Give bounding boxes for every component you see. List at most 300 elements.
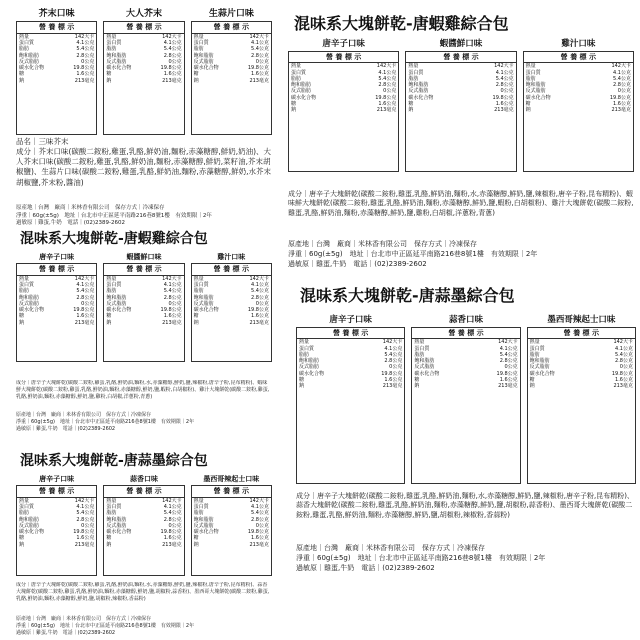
flavor-title: 雞汁口味 <box>217 253 246 261</box>
nutrient-name: 熱量 <box>106 33 117 40</box>
nutrient-value: 5.4公克 <box>76 288 95 295</box>
nutrient-value: 1.6公克 <box>251 71 269 78</box>
nutrient-name: 蛋白質 <box>106 504 122 510</box>
nutrient-name: 脂肪 <box>106 288 117 295</box>
info-line: 過敏原｜雞蛋,牛奶 電話｜(02)2389-2602 <box>16 220 126 227</box>
nutrient-name: 碳水化合物 <box>525 94 551 101</box>
nutrient-name: 反式脂肪 <box>299 364 320 371</box>
nutrient-name: 蛋白質 <box>408 69 424 76</box>
nutrition-rows <box>192 276 271 326</box>
nutrition-rows <box>524 63 633 113</box>
nutrition-rows <box>104 498 183 548</box>
nutrient-name: 糖 <box>193 71 199 78</box>
nutrition-rows <box>528 339 635 389</box>
nutrient-value: 5.4公克 <box>251 510 269 517</box>
nutrient-value: 0公克 <box>255 522 269 529</box>
flavor-title: 唐辛子口味 <box>39 475 75 483</box>
ingredients-text: 成分｜唐辛子大塊餅乾(碳酸二銨粉,雞蛋,乳酪,鮮奶油,麵粉,水,赤藻糖醇,鮮奶,鹽,辣椒粉,唐辛子粉,昆布精粉)、蝦味鮮大塊餅乾(碳酸二銨粉,雞蛋,乳酪,鮮奶油,麵粉,赤藻糖醇,鮮奶,鹽,蝦粉,白胡椒粉)、雞汁大塊餅乾(碳酸二銨粉,雞蛋,乳酪,鮮奶油,麵粉,赤藻糖醇,鮮奶,鹽,雞粉,白胡椒,洋蔥粉,青蔥) <box>16 380 270 400</box>
nutrition-header: 營 養 標 示 <box>104 264 183 276</box>
nutrient-value: 0公克 <box>168 300 182 307</box>
nutrient-name: 碳水化合物 <box>106 529 132 535</box>
nutrient-name: 鈉 <box>291 107 297 113</box>
nutrition-header: 營 養 標 示 <box>104 22 183 34</box>
nutrient-value: 4.1公克 <box>495 69 514 76</box>
info-line: 原產地｜台灣 廠商｜米林香有限公司 保存方式｜冷凍保存 <box>16 616 152 622</box>
product-info <box>288 240 634 269</box>
nutrient-value: 4.1公克 <box>499 345 518 352</box>
nutrient-value: 4.1公克 <box>613 69 631 76</box>
card-tang-garlic-mexican-large <box>296 286 636 572</box>
nutrient-value: 213毫克 <box>494 107 514 113</box>
nutrient-name: 蛋白質 <box>19 40 35 46</box>
nutrition-row <box>17 320 96 326</box>
nutrient-name: 熱量 <box>291 63 302 70</box>
nutrient-value: 142大卡 <box>613 339 633 346</box>
card-tang-shrimp-chicken-large <box>288 12 634 272</box>
nutrient-value: 5.4公克 <box>76 510 95 517</box>
nutrient-name: 碳水化合物 <box>19 529 45 535</box>
nutrient-name: 飽和脂肪 <box>19 294 40 301</box>
nutrient-value: 5.4公克 <box>615 351 633 358</box>
nutrient-value: 4.1公克 <box>76 282 95 288</box>
nutrient-value: 1.6公克 <box>384 376 403 383</box>
nutrition-table <box>405 51 516 173</box>
pack-title: 混味系大塊餅乾-唐蒜墨綜合包 <box>20 453 208 469</box>
flavor-title: 蝦醬鮮口味 <box>126 253 162 261</box>
nutrient-value: 2.8公克 <box>615 358 633 364</box>
nutrition-table <box>411 327 520 485</box>
nutrient-name: 碳水化合物 <box>291 94 317 101</box>
nutrient-value: 142大卡 <box>74 33 95 40</box>
nutrient-name: 飽和脂肪 <box>106 294 127 301</box>
nutrient-name: 鈉 <box>193 541 199 548</box>
nutrition-row <box>104 320 183 326</box>
nutrient-value: 142大卡 <box>74 275 95 282</box>
nutrient-value: 2.8公克 <box>251 52 269 59</box>
nutrient-value: 4.1公克 <box>76 40 95 46</box>
nutrient-name: 鈉 <box>19 77 25 84</box>
nutrient-value: 0公克 <box>168 522 182 529</box>
nutrient-name: 飽和脂肪 <box>414 358 435 364</box>
nutrient-value: 19.8公克 <box>247 65 269 71</box>
flavor-title: 芥末口味 <box>38 9 75 19</box>
nutrition-header: 營 養 標 示 <box>289 52 398 64</box>
nutrient-value: 1.6公克 <box>613 100 631 107</box>
nutrient-name: 脂肪 <box>19 510 30 517</box>
nutrient-value: 213毫克 <box>249 541 269 548</box>
nutrient-value: 5.4公克 <box>499 351 518 358</box>
nutrient-name: 碳水化合物 <box>529 370 555 377</box>
nutrient-value: 1.6公克 <box>251 535 269 542</box>
nutrition-row <box>104 78 183 84</box>
nutrient-name: 蛋白質 <box>414 345 430 352</box>
nutrient-name: 反式脂肪 <box>529 364 550 371</box>
nutrient-name: 脂肪 <box>299 351 310 358</box>
flavor-title: 蒜香口味 <box>129 475 158 483</box>
nutrient-name: 糖 <box>193 535 199 542</box>
nutrition-table <box>288 51 399 173</box>
ingredients-text: 成分｜唐辛子大塊餅乾(碳酸二銨粉,雞蛋,乳酪,鮮奶油,麵粉,水,赤藻糖醇,鮮奶,鹽,辣椒粉,唐辛子粉,昆布精粉)、蒜香大塊餅乾(碳酸二銨粉,雞蛋,乳酪,鮮奶油,麵粉,赤藻糖醇,鮮奶,鹽,胡椒粉,蒜香粉)、墨西哥大塊餅乾(碳酸二銨粉,雞蛋,乳酪,鮮奶油,麵粉,赤藻糖醇,鮮奶,鹽,胡椒粉,辣椒粉,香蒜粉) <box>296 492 634 519</box>
product-info <box>16 412 272 433</box>
info-line: 原產地｜台灣 廠商｜米林香有限公司 保存方式｜冷凍保存 <box>16 412 152 418</box>
nutrition-header: 營 養 標 示 <box>17 486 96 498</box>
nutrition-rows <box>104 276 183 326</box>
nutrient-name: 熱量 <box>529 339 540 346</box>
nutrient-name: 蛋白質 <box>193 504 209 510</box>
nutrient-value: 213毫克 <box>162 541 182 548</box>
nutrient-name: 脂肪 <box>106 46 117 53</box>
info-line: 淨重｜60g(±5g) 地址｜台北市中正區延平南路216巷8號1樓 有效期限｜2年 <box>16 419 195 425</box>
nutrient-name: 鈉 <box>106 319 112 326</box>
nutrient-name: 蛋白質 <box>529 345 545 352</box>
nutrient-value: 142大卡 <box>74 497 95 504</box>
nutrient-name: 反式脂肪 <box>106 522 127 529</box>
nutrient-name: 碳水化合物 <box>299 370 325 377</box>
nutrient-name: 蛋白質 <box>19 504 35 510</box>
nutrient-value: 213毫克 <box>162 319 182 326</box>
nutrition-table <box>296 327 405 485</box>
nutrient-name: 反式脂肪 <box>408 88 429 95</box>
nutrient-value: 0公克 <box>255 300 269 307</box>
nutrient-value: 1.6公克 <box>499 376 518 383</box>
nutrient-value: 1.6公克 <box>163 71 182 78</box>
nutrient-value: 0公克 <box>504 364 518 371</box>
nutrient-value: 0公克 <box>617 88 631 95</box>
nutrient-value: 19.8公克 <box>247 307 269 313</box>
nutrient-value: 213毫克 <box>382 383 403 389</box>
nutrient-value: 213毫克 <box>249 77 269 84</box>
nutrition-row <box>17 542 96 548</box>
nutrient-value: 19.8公克 <box>73 529 95 535</box>
nutrition-rows <box>17 276 96 326</box>
nutrient-value: 4.1公克 <box>378 69 397 76</box>
nutrient-value: 213毫克 <box>74 319 95 326</box>
nutrient-value: 213毫克 <box>162 77 182 84</box>
nutrient-name: 飽和脂肪 <box>193 52 214 59</box>
info-line: 原產地｜台灣 廠商｜米林香有限公司 保存方式｜冷凍保存 <box>288 240 477 248</box>
info-line: 淨重｜60g(±5g) 地址｜台北市中正區延平南路216巷8號1樓 有效期限｜2年 <box>16 212 212 219</box>
nutrient-name: 蛋白質 <box>19 282 35 288</box>
nutrition-header: 營 養 標 示 <box>192 22 271 34</box>
nutrient-value: 1.6公克 <box>615 376 633 383</box>
product-info <box>16 616 272 637</box>
nutrient-value: 19.8公克 <box>160 65 182 71</box>
nutrient-name: 反式脂肪 <box>193 58 214 65</box>
info-line: 過敏原｜雞蛋,牛奶 電話｜(02)2389-2602 <box>16 426 116 432</box>
nutrient-value: 4.1公克 <box>251 40 269 46</box>
nutrient-value: 1.6公克 <box>76 535 95 542</box>
nutrient-name: 糖 <box>529 376 535 383</box>
nutrient-name: 鈉 <box>193 77 199 84</box>
nutrient-value: 142大卡 <box>162 33 182 40</box>
nutrient-name: 反式脂肪 <box>291 88 312 95</box>
nutrient-name: 碳水化合物 <box>19 65 45 71</box>
flavor-title: 墨西哥辣起士口味 <box>203 475 260 483</box>
flavor-title: 生蒜片口味 <box>208 9 254 19</box>
ingredients-text: 成分｜唐辛子大塊餅乾(碳酸二銨粉,雞蛋,乳酪,鮮奶油,麵粉,水,赤藻糖醇,鮮奶,鹽,辣椒粉,唐辛子粉,昆布精粉)、蝦味鮮大塊餅乾(碳酸二銨粉,雞蛋,乳酪,鮮奶油,麵粉,赤藻糖醇,鮮奶,鹽,蝦粉,白胡椒粉)、雞汁大塊餅乾(碳酸二銨粉,雞蛋,乳酪,鮮奶油,麵粉,赤藻糖醇,鮮奶,鹽,雞粉,白胡椒,洋蔥粉,青蔥) <box>288 190 634 217</box>
nutrition-row <box>104 542 183 548</box>
nutrition-rows <box>17 498 96 548</box>
nutrient-name: 脂肪 <box>193 510 204 517</box>
product-info <box>16 205 272 228</box>
flavor-title: 唐辛子口味 <box>329 315 372 325</box>
nutrient-value: 19.8公克 <box>496 370 518 377</box>
nutrient-value: 19.8公克 <box>492 94 514 101</box>
nutrient-value: 142大卡 <box>249 275 269 282</box>
nutrient-name: 糖 <box>299 376 305 383</box>
nutrient-name: 糖 <box>193 313 199 320</box>
nutrient-value: 4.1公克 <box>251 504 269 510</box>
info-line: 過敏原｜雞蛋,牛奶 電話｜(02)2389-2602 <box>296 563 435 572</box>
nutrient-name: 碳水化合物 <box>414 370 440 377</box>
nutrient-name: 蛋白質 <box>299 345 315 352</box>
nutrition-table <box>191 263 272 362</box>
nutrient-value: 2.8公克 <box>378 82 397 88</box>
nutrient-value: 1.6公克 <box>163 535 182 542</box>
flavor-title: 蝦醬鮮口味 <box>439 39 483 49</box>
nutrition-header: 營 養 標 示 <box>17 22 96 34</box>
nutrition-header: 營 養 標 示 <box>412 328 519 340</box>
nutrient-name: 糖 <box>106 71 112 78</box>
card-tang-garlic-mexican-small <box>16 454 272 638</box>
nutrient-name: 飽和脂肪 <box>106 52 127 59</box>
nutrient-value: 19.8公克 <box>160 307 182 313</box>
nutrient-name: 飽和脂肪 <box>299 358 320 364</box>
nutrient-value: 4.1公克 <box>384 345 403 352</box>
nutrient-value: 19.8公克 <box>375 94 397 101</box>
nutrient-name: 蛋白質 <box>106 40 122 46</box>
nutrition-header: 營 養 標 示 <box>524 52 633 64</box>
nutrition-row <box>524 107 633 113</box>
nutrient-value: 5.4公克 <box>378 75 397 82</box>
nutrient-name: 反式脂肪 <box>106 58 127 65</box>
nutrient-name: 脂肪 <box>193 46 204 53</box>
nutrient-name: 飽和脂肪 <box>529 358 550 364</box>
nutrition-table <box>191 485 272 576</box>
nutrient-value: 4.1公克 <box>251 282 269 288</box>
nutrition-header: 營 養 標 示 <box>104 486 183 498</box>
nutrient-value: 2.8公克 <box>76 516 95 523</box>
nutrition-header: 營 養 標 示 <box>17 264 96 276</box>
info-line: 原產地｜台灣 廠商｜米林香有限公司 保存方式｜冷凍保存 <box>16 205 165 211</box>
nutrient-name: 熱量 <box>408 63 419 70</box>
nutrient-value: 1.6公克 <box>378 100 397 107</box>
nutrient-name: 反式脂肪 <box>106 300 127 307</box>
nutrient-name: 熱量 <box>19 275 30 282</box>
nutrient-name: 鈉 <box>299 383 305 389</box>
info-line: 過敏原｜雞蛋,牛奶 電話｜(02)2389-2602 <box>288 259 427 268</box>
nutrient-name: 糖 <box>106 535 112 542</box>
nutrient-value: 142大卡 <box>249 33 269 40</box>
flavor-title: 大人芥末 <box>125 9 162 19</box>
nutrition-row <box>17 78 96 84</box>
nutrient-value: 142大卡 <box>494 63 514 70</box>
info-line: 淨重｜60g(±5g) 地址｜台北市中正區延平南路216巷8號1樓 有效期限｜2年 <box>16 623 195 629</box>
nutrient-name: 碳水化合物 <box>193 307 219 313</box>
nutrition-rows <box>192 498 271 548</box>
nutrient-name: 蛋白質 <box>193 282 209 288</box>
nutrient-value: 5.4公克 <box>613 75 631 82</box>
nutrient-value: 5.4公克 <box>495 75 514 82</box>
nutrition-row <box>297 383 404 389</box>
nutrient-name: 熱量 <box>193 275 204 282</box>
nutrient-name: 脂肪 <box>414 351 425 358</box>
nutrient-name: 蛋白質 <box>106 282 122 288</box>
nutrition-table <box>16 21 97 135</box>
nutrient-name: 反式脂肪 <box>414 364 435 371</box>
nutrient-name: 碳水化合物 <box>106 65 132 71</box>
nutrient-value: 213毫克 <box>74 77 95 84</box>
nutrient-name: 脂肪 <box>19 46 30 53</box>
nutrient-value: 142大卡 <box>162 497 182 504</box>
info-line: 過敏原｜雞蛋,牛奶 電話｜(02)2389-2602 <box>16 630 116 636</box>
nutrition-table <box>523 51 634 173</box>
nutrient-name: 糖 <box>525 100 531 107</box>
nutrient-value: 2.8公克 <box>163 52 182 59</box>
card-tang-shrimp-chicken-small <box>16 232 272 448</box>
nutrient-name: 碳水化合物 <box>193 65 219 71</box>
nutrient-value: 1.6公克 <box>495 100 514 107</box>
nutrient-value: 213毫克 <box>611 107 631 113</box>
nutrient-value: 19.8公克 <box>73 307 95 313</box>
nutrient-value: 0公克 <box>383 88 397 95</box>
nutrient-name: 糖 <box>408 100 414 107</box>
nutrition-row <box>192 320 271 326</box>
product-info <box>296 544 636 573</box>
nutrient-value: 2.8公克 <box>163 516 182 523</box>
nutrient-name: 鈉 <box>408 107 414 113</box>
flavor-title: 蒜香口味 <box>448 315 483 325</box>
nutrient-name: 反式脂肪 <box>19 58 40 65</box>
nutrient-name: 熱量 <box>193 497 204 504</box>
nutrition-rows <box>406 63 515 113</box>
nutrient-value: 5.4公克 <box>163 510 182 517</box>
nutrient-name: 蛋白質 <box>193 40 209 46</box>
nutrient-name: 糖 <box>106 313 112 320</box>
nutrition-row <box>192 78 271 84</box>
nutrient-name: 碳水化合物 <box>19 307 45 313</box>
nutrient-value: 5.4公克 <box>251 288 269 295</box>
nutrient-name: 熱量 <box>19 497 30 504</box>
nutrient-value: 4.1公克 <box>163 282 182 288</box>
nutrient-name: 熱量 <box>525 63 536 70</box>
nutrition-row <box>528 383 635 389</box>
nutrient-value: 2.8公克 <box>613 82 631 88</box>
nutrient-value: 0公克 <box>389 364 403 371</box>
flavor-title: 唐辛子口味 <box>39 253 75 261</box>
flavor-title: 墨西哥辣起士口味 <box>547 315 616 325</box>
nutrient-value: 2.8公克 <box>76 52 95 59</box>
nutrient-name: 脂肪 <box>525 75 536 82</box>
nutrient-name: 飽和脂肪 <box>525 82 546 88</box>
nutrient-value: 0公克 <box>81 522 95 529</box>
nutrition-rows <box>289 63 398 113</box>
nutrition-header: 營 養 標 示 <box>406 52 515 64</box>
nutrient-name: 鈉 <box>19 541 25 548</box>
nutrition-row <box>192 542 271 548</box>
nutrient-value: 5.4公克 <box>76 46 95 53</box>
nutrient-name: 熱量 <box>106 275 117 282</box>
nutrient-name: 飽和脂肪 <box>19 52 40 59</box>
nutrient-value: 5.4公克 <box>251 46 269 53</box>
nutrition-row <box>289 107 398 113</box>
nutrition-table <box>103 21 184 135</box>
nutrient-value: 142大卡 <box>498 339 518 346</box>
nutrient-value: 1.6公克 <box>163 313 182 320</box>
nutrient-value: 4.1公克 <box>163 504 182 510</box>
nutrient-name: 熱量 <box>19 33 30 40</box>
nutrient-value: 5.4公克 <box>163 46 182 53</box>
nutrient-name: 飽和脂肪 <box>19 516 40 523</box>
nutrition-row <box>412 383 519 389</box>
nutrient-value: 2.8公克 <box>251 516 269 523</box>
nutrition-table <box>191 21 272 135</box>
nutrient-value: 0公克 <box>500 88 514 95</box>
nutrient-name: 鈉 <box>19 319 25 326</box>
nutrient-value: 19.8公克 <box>160 529 182 535</box>
info-line: 淨重｜60g(±5g) 地址｜台北市中正區延平南路216巷8號1樓 有效期限｜2年 <box>296 553 546 562</box>
nutrition-table <box>527 327 636 485</box>
pack-title: 混味系大塊餅乾-唐蝦雞綜合包 <box>294 14 509 33</box>
nutrient-name: 反式脂肪 <box>19 300 40 307</box>
nutrient-value: 0公克 <box>81 58 95 65</box>
nutrition-rows <box>297 339 404 389</box>
nutrient-name: 反式脂肪 <box>19 522 40 529</box>
info-line: 淨重｜60g(±5g) 地址｜台北市中正區延平南路216巷8號1樓 有效期限｜2年 <box>288 249 538 258</box>
nutrient-value: 19.8公克 <box>611 370 633 377</box>
nutrient-value: 142大卡 <box>382 339 403 346</box>
nutrient-name: 糖 <box>19 535 25 542</box>
nutrient-name: 熱量 <box>299 339 310 346</box>
nutrient-value: 142大卡 <box>611 63 631 70</box>
nutrient-name: 脂肪 <box>291 75 302 82</box>
nutrient-name: 碳水化合物 <box>193 529 219 535</box>
nutrient-value: 5.4公克 <box>163 288 182 295</box>
nutrient-value: 2.8公克 <box>76 294 95 301</box>
nutrient-value: 142大卡 <box>162 275 182 282</box>
nutrition-row <box>406 107 515 113</box>
nutrient-name: 飽和脂肪 <box>106 516 127 523</box>
nutrient-value: 19.8公克 <box>609 94 631 101</box>
nutrient-value: 2.8公克 <box>251 294 269 301</box>
pack-title: 混味系大塊餅乾-唐蒜墨綜合包 <box>300 286 515 305</box>
nutrient-name: 熱量 <box>414 339 425 346</box>
nutrient-name: 反式脂肪 <box>193 522 214 529</box>
nutrition-table <box>103 263 184 362</box>
nutrient-value: 142大卡 <box>376 63 397 70</box>
nutrient-value: 2.8公克 <box>495 82 514 88</box>
nutrient-name: 鈉 <box>525 107 531 113</box>
nutrient-name: 鈉 <box>106 541 112 548</box>
nutrient-name: 糖 <box>19 313 25 320</box>
nutrient-name: 脂肪 <box>193 288 204 295</box>
nutrition-header: 營 養 標 示 <box>297 328 404 340</box>
nutrient-name: 脂肪 <box>106 510 117 517</box>
nutrient-name: 飽和脂肪 <box>193 516 214 523</box>
nutrient-value: 2.8公克 <box>384 358 403 364</box>
nutrition-rows <box>412 339 519 389</box>
nutrient-name: 脂肪 <box>529 351 540 358</box>
nutrition-rows <box>17 34 96 84</box>
nutrition-table <box>16 263 97 362</box>
nutrient-name: 糖 <box>414 376 420 383</box>
nutrient-name: 熱量 <box>193 33 204 40</box>
nutrient-value: 1.6公克 <box>76 313 95 320</box>
nutrient-value: 1.6公克 <box>251 313 269 320</box>
nutrient-value: 0公克 <box>255 58 269 65</box>
nutrient-name: 反式脂肪 <box>193 300 214 307</box>
nutrient-value: 19.8公克 <box>381 370 403 377</box>
